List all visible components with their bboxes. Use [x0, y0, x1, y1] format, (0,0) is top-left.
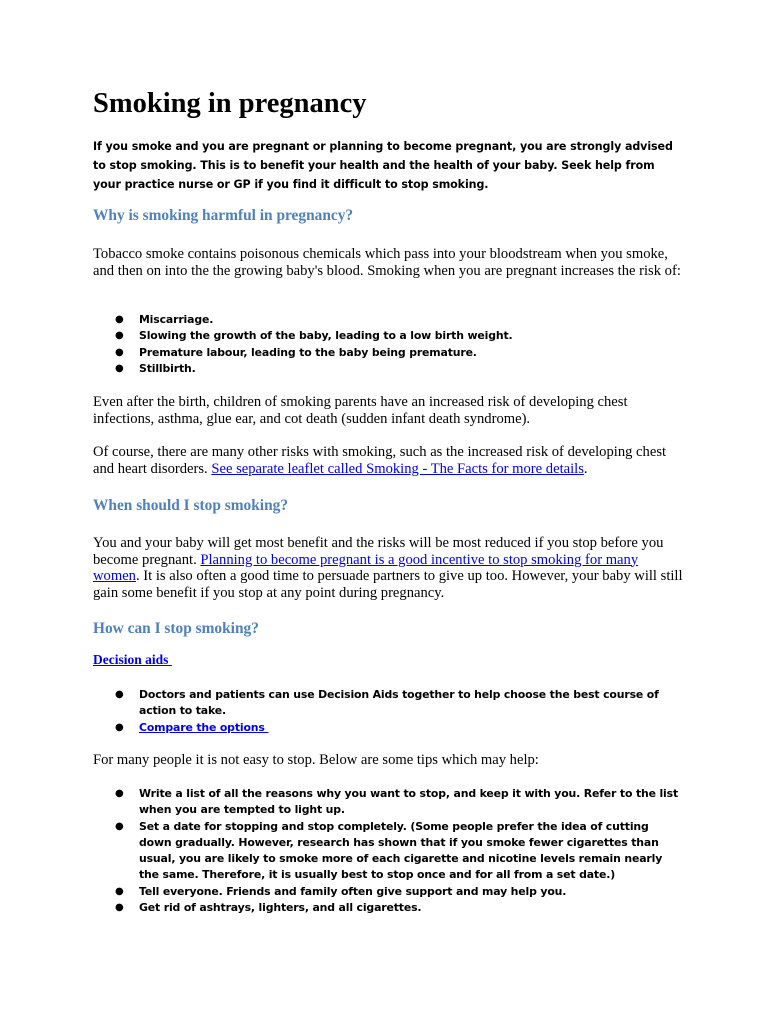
list-item: ● Get rid of ashtrays, lighters, and all cigarettes.	[93, 900, 683, 916]
bullet-icon: ●	[115, 689, 124, 700]
bullet-icon: ●	[115, 820, 124, 832]
bullet-icon: ●	[115, 721, 124, 733]
intro-paragraph: If you smoke and you are pregnant or planning to become pregnant, you are strongly advised to stop smoking. This is to benefit your health and the health of your baby. Seek help from your practice nurse or GP if you find it difficult to stop smoking.	[93, 140, 673, 191]
heading-when-stop: When should I stop smoking?	[93, 497, 289, 514]
bullet-icon: ●	[115, 314, 124, 325]
bullet-icon: ●	[115, 362, 124, 374]
decision-aids-link[interactable]: Decision aids	[93, 652, 172, 667]
planning-pregnancy-link[interactable]: Planning to become pregnant is a good incentive to stop smoking for many women	[93, 551, 639, 584]
bullet-icon: ●	[115, 346, 124, 358]
list-item: ● Miscarriage.	[93, 312, 683, 328]
heading-how-stop: How can I stop smoking?	[93, 620, 259, 637]
list-item: ● Premature labour, leading to the baby being premature.	[93, 345, 683, 361]
bullet-icon: ●	[115, 330, 124, 342]
list-item: ● Stillbirth.	[93, 361, 683, 377]
tips-intro: For many people it is not easy to stop. Below are some tips which may help:	[93, 752, 539, 768]
after-birth-paragraph: Even after the birth, children of smoking parents have an increased risk of developing chest infections, asthma, glue ear, and cot death (sudden infant death syndrome).	[93, 394, 628, 427]
why-paragraph: Tobacco smoke contains poisonous chemicals which pass into your bloodstream when you smoke, and then on into the the growing baby's blood. Smoking when you are pregnant increases the risk of:	[93, 246, 681, 279]
list-item: ● Tell everyone. Friends and family often give support and may help you.	[93, 884, 683, 900]
list-item: ● Doctors and patients can use Decision Aids together to help choose the best course of action to take.	[115, 688, 659, 718]
compare-options-link[interactable]: Compare the options	[139, 720, 269, 734]
heading-why-harmful: Why is smoking harmful in pregnancy?	[93, 207, 354, 224]
smoking-facts-link[interactable]: See separate leaflet called Smoking - The Facts for more details	[211, 460, 584, 477]
decision-aids-list	[93, 687, 683, 736]
bullet-icon: ●	[115, 788, 124, 799]
when-paragraph: You and your baby will get most benefit and the risks will be most reduced if you stop before you become pregnant. Planning to become pregnant is a good incentive to stop smoking for many women. It is also often a good time to persuade partners to give up too. However, your baby will still gain some benefit if you stop at any point during pregnancy.	[93, 535, 683, 601]
risks-list	[93, 312, 683, 377]
page-title: Smoking in pregnancy	[93, 88, 367, 119]
list-item: ● Write a list of all the reasons why you want to stop, and keep it with you. Refer to the list when you are tempted to light up.	[115, 787, 679, 817]
other-risks-paragraph: Of course, there are many other risks with smoking, such as the increased risk of developing chest and heart disorders. See separate leaflet called Smoking - The Facts for more details.	[93, 444, 667, 477]
bullet-icon: ●	[115, 902, 124, 914]
tips-list	[93, 786, 683, 916]
bullet-icon: ●	[115, 885, 124, 897]
list-item: ● Slowing the growth of the baby, leading to a low birth weight.	[93, 328, 683, 344]
list-item	[93, 720, 683, 736]
list-item: ● Set a date for stopping and stop completely. (Some people prefer the idea of cutting down gradually. However, research has shown that if you smoke fewer cigarettes than usual, you are likely to smoke more of each cigarette and nicotine levels remain nearly the same. Therefore, it is usually best to stop once and for all from a set date.)	[115, 819, 663, 882]
